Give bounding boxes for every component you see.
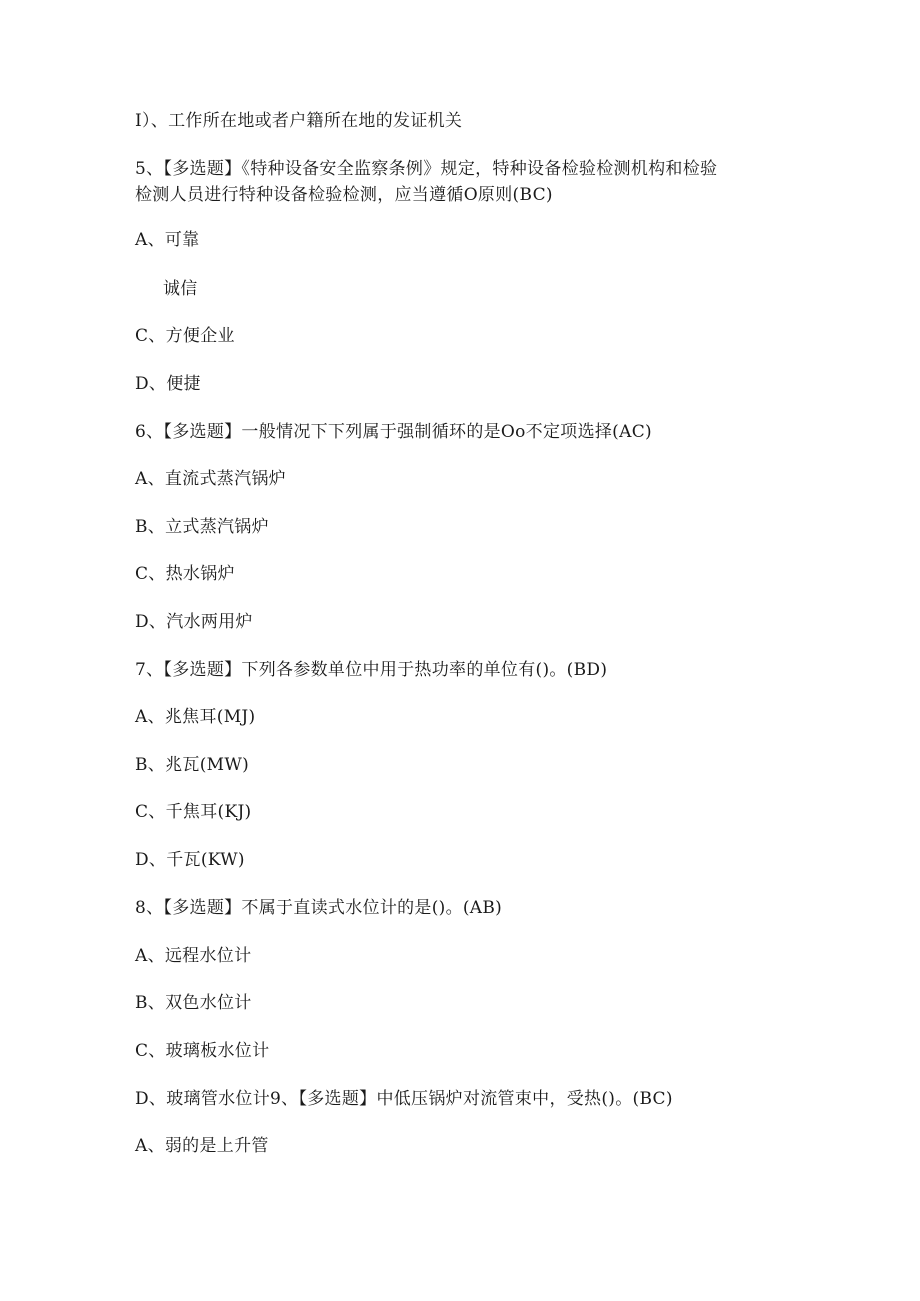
option-line: A、直流式蒸汽锅炉 xyxy=(135,469,286,489)
question-6-line: 6、【多选题】一般情况下下列属于强制循环的是Oo不定项选择(AC) xyxy=(135,422,652,442)
option-line: C、玻璃板水位计 xyxy=(135,1041,270,1061)
option-line: A、远程水位计 xyxy=(135,946,252,966)
option-line: 诚信 xyxy=(163,279,198,299)
option-line: A、可靠 xyxy=(135,230,200,250)
option-line: A、兆焦耳(MJ) xyxy=(135,707,256,727)
question-8-line: 8、【多选题】不属于直读式水位计的是()。(AB) xyxy=(135,898,503,918)
option-line: A、弱的是上升管 xyxy=(135,1136,269,1156)
question-7-line: 7、【多选题】下列各参数单位中用于热功率的单位有()。(BD) xyxy=(135,660,608,680)
option-line: D、便捷 xyxy=(135,374,201,394)
option-line: D、千瓦(KW) xyxy=(135,850,245,870)
option-line: C、方便企业 xyxy=(135,326,235,346)
option-and-question-9-line: D、玻璃管水位计9、【多选题】中低压锅炉对流管束中，受热()。(BC) xyxy=(135,1089,673,1109)
option-line: B、双色水位计 xyxy=(135,993,252,1013)
question-5-line-1: 5、【多选题】《特种设备安全监察条例》规定，特种设备检验检测机构和检验 xyxy=(135,159,718,179)
option-line: B、兆瓦(MW) xyxy=(135,755,250,775)
option-line: D、汽水两用炉 xyxy=(135,612,253,632)
option-line: I）、工作所在地或者户籍所在地的发证机关 xyxy=(135,111,463,131)
option-line: C、热水锅炉 xyxy=(135,564,235,584)
option-line: B、立式蒸汽锅炉 xyxy=(135,517,269,537)
question-5-line-2: 检测人员进行特种设备检验检测，应当遵循O原则(BC) xyxy=(135,185,553,205)
option-line: C、千焦耳(KJ) xyxy=(135,802,252,822)
